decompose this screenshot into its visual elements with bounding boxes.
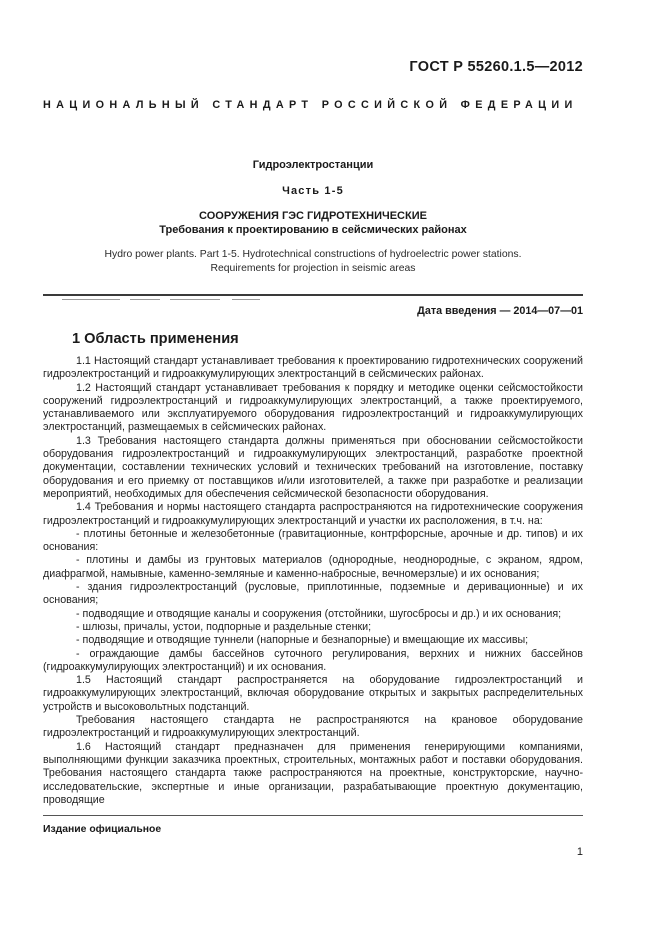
part-title: Часть 1-5: [282, 185, 344, 197]
paragraph-1-2: 1.2 Настоящий стандарт устанавливает требования к порядку и методике оценки сейсмостойкости сооружений гидроэлектростанций и гидроаккумулирующих электростанций, а также проектируемого, устанавливаемого или эксплуатируемого оборудования гидроэлектростанций и гидроаккумулирующих электростанций, размещаемых в сейсмических районах.: [43, 381, 583, 434]
paragraph-1-3: 1.3 Требования настоящего стандарта должны применяться при обосновании сейсмостойкости оборудования гидроэлектростанций и гидроаккумулирующих электростанций, разработке проектной документации, составлении технических условий и технических требований на изготовление, поставку оборудования и его приемку от поставщиков и/или изготовителей, а также при разработке и реализации мероприятий, необходимых для обеспечения сейсмической безопасности оборудования.: [43, 434, 583, 500]
paragraph-1-5-note: Требования настоящего стандарта не распространяются на крановое оборудование гидроэлектростанций и гидроаккумулирующих электростанций.: [43, 714, 583, 740]
english-title-line-2: Requirements for projection in seismic areas: [210, 263, 416, 274]
list-item: - плотины и дамбы из грунтовых материалов (однородные, неоднородные, с экраном, ядром, диафрагмой, намывные, каменно-земляные и каменно-набросные, вечномерзлые) и их основания;: [43, 554, 583, 580]
introduction-date: Дата введения — 2014—07—01: [417, 305, 583, 317]
main-title: СООРУЖЕНИЯ ГЭС ГИДРОТЕХНИЧЕСКИЕ: [199, 210, 427, 222]
paragraph-1-6: 1.6 Настоящий стандарт предназначен для применения генерирующими компаниями, выполняющими функции заказчика проектных, строительных, монтажных работ и поставки оборудования. Требования настоящего стандарта также распространяются на проектные, конструкторские, научно-исследовательские, экспертные и иные организации, разрабатывающие проектную документацию, проводящие: [43, 740, 583, 806]
list-item: - подводящие и отводящие туннели (напорные и безнапорные) и вмещающие их массивы;: [76, 634, 529, 647]
paragraph-1-5: 1.5 Настоящий стандарт распространяется на оборудование гидроэлектростанций и гидроаккумулирующих электростанций, включая оборудование открытых и закрытых распределительных устройств и высоковольтных подстанций.: [43, 674, 583, 713]
divider-fragment: [170, 299, 220, 300]
section-heading: 1 Область применения: [72, 331, 239, 347]
english-title: [43, 248, 583, 276]
list-item: - шлюзы, причалы, устои, подпорные и раздельные стенки;: [76, 620, 372, 633]
document-code: ГОСТ Р 55260.1.5—2012: [409, 59, 583, 75]
footer-divider: [43, 815, 583, 816]
divider-fragment: [232, 299, 260, 300]
list-item: - плотины бетонные и железобетонные (гравитационные, контрфорсные, арочные и др. типов) и их основания:: [43, 527, 583, 554]
list-item: - ограждающие дамбы бассейнов суточного регулирования, верхних и нижних бассейнов (гидроаккумулирующих электростанций) и их основания.: [43, 647, 583, 673]
standard-title: НАЦИОНАЛЬНЫЙ СТАНДАРТ РОССИЙСКОЙ ФЕДЕРАЦИИ: [43, 99, 578, 111]
page-number: 1: [576, 846, 583, 858]
divider-fragment: [62, 299, 120, 300]
section-body: [43, 355, 583, 807]
list-item: - здания гидроэлектростанций (русловые, приплотинные, подземные и деривационные) и их основания;: [43, 581, 583, 607]
sub-title: Требования к проектированию в сейсмических районах: [159, 224, 467, 236]
paragraph-1-4: 1.4 Требования и нормы настоящего стандарта распространяются на гидротехнические сооружения гидроэлектростанций и гидроаккумулирующих электростанций и участки их расположения, в т.ч. на:: [43, 501, 583, 527]
official-edition-label: Издание официальное: [43, 824, 162, 835]
paragraph-1-1: 1.1 Настоящий стандарт устанавливает требования к проектированию гидротехнических сооружений гидроэлектростанций и гидроаккумулирующих электростанций в сейсмических районах.: [43, 355, 583, 381]
list-item: - подводящие и отводящие каналы и сооружения (отстойники, шугосбросы и др.) и их основания;: [76, 607, 562, 620]
subject-title: Гидроэлектростанции: [252, 159, 374, 171]
title-divider: [43, 294, 583, 296]
english-title-line-1: Hydro power plants. Part 1-5. Hydrotechnical constructions of hydroelectric power stations.: [104, 249, 522, 260]
divider-fragment: [130, 299, 160, 300]
